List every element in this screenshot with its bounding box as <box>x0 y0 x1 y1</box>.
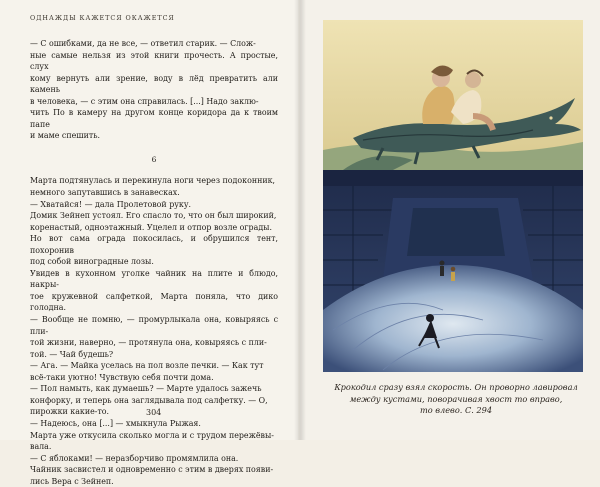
paragraph-line: той. — Чай будешь? <box>30 349 114 359</box>
paragraph-line: кому вернуть али зрение, воду в лёд превратить али камень <box>30 73 278 95</box>
paragraph-line: коренастый, одноэтажный. Уцелел и отпор возле ограды. <box>30 222 272 232</box>
caption-line: то влево. С. 294 <box>419 405 493 416</box>
running-head: ОДНАЖДЫ КАЖЕТСЯ ОКАЖЕТСЯ <box>30 14 175 22</box>
paragraph-line: Чайник засвистел и одновременно с этим в дверях появи- <box>30 465 274 475</box>
illustration-art <box>323 20 583 372</box>
paragraph-line: Увидев в кухонном уголке чайник на плите и блюдо, накры- <box>30 268 278 290</box>
paragraph-line: и маме спешить. <box>30 131 101 141</box>
paragraph-line: — С яблоками! — неразборчиво промямлила она. <box>30 453 239 463</box>
section-number: 6 <box>151 154 157 164</box>
caption-line: между кустами, поворачивая хвост то вправо, <box>349 393 563 404</box>
paragraph-line: чить По в камеру на другом конце коридора да к твоим папе <box>30 108 278 129</box>
paragraph-line: в человека, — с этим она справилась. [...] Надо заклю- <box>30 96 259 106</box>
paragraph-line: Но вот сама ограда покосилась, и обрушился тент, похоронив <box>30 234 278 255</box>
text-block <box>30 38 278 487</box>
paragraph-line: пирожки какие-то. <box>30 407 110 417</box>
paragraph-line: — Надеюсь, она [...] — хмыкнула Рыжая. <box>30 418 201 428</box>
paragraph-line: конфорку, и теперь она заглядывала под салфетку. — О, <box>30 395 268 405</box>
illustration <box>323 20 583 372</box>
book-gutter <box>294 0 306 440</box>
paragraph-line: — С ошибками, да не все, — ответил старик. — Слож- <box>30 39 256 48</box>
paragraph-line: всё-таки уютно! Чувствую себя почти дома. <box>30 372 214 382</box>
paragraph-line: — Ага. — Майка уселась на пол возле печки. — Как тут <box>30 361 264 371</box>
paragraph-line: немного запутавшись в занавесках. <box>30 188 180 198</box>
paragraph-line: — Пол намыть, как думаешь? — Марте удалось зажечь <box>30 384 262 394</box>
paragraph-line: — Хватайся! — дала Пролетовой руку. <box>30 199 191 209</box>
inner-corridor <box>407 208 505 256</box>
illustration-caption <box>325 382 587 417</box>
paragraph-line: ные самые нельзя из этой книги прочесть. А простые, слух <box>30 50 278 72</box>
page-number: 304 <box>146 408 162 417</box>
left-page <box>0 0 298 486</box>
paragraph-line: — Вообще не помню, — промурлыкала она, ковыряясь с пли- <box>30 315 278 336</box>
paragraph-line: под собой виноградные лозы. <box>30 257 154 267</box>
paragraph-line: той жизни, наверно, — протянула она, ковыряясь с пли- <box>30 338 267 348</box>
paragraph-line: Марта уже откусила сколько могла и с трудом пережёвы- <box>30 430 274 440</box>
paragraph-line: вала. <box>30 442 52 452</box>
paragraph-line: тое кружевной салфеткой, Марта поняла, что дико голодна. <box>30 291 278 313</box>
tunnel-ceiling <box>323 170 583 186</box>
caption-line: Крокодил сразу взял скорость. Он проворно лавировал <box>334 382 578 392</box>
paragraph-line: Марта подтянулась и перекинула ноги через подоконник, <box>30 176 276 186</box>
paragraph-line: лись Вера с Зейнеп. <box>30 476 114 486</box>
paragraph-line: Домик Зейнеп устоял. Его спасло то, что он был широкий, <box>30 211 277 221</box>
